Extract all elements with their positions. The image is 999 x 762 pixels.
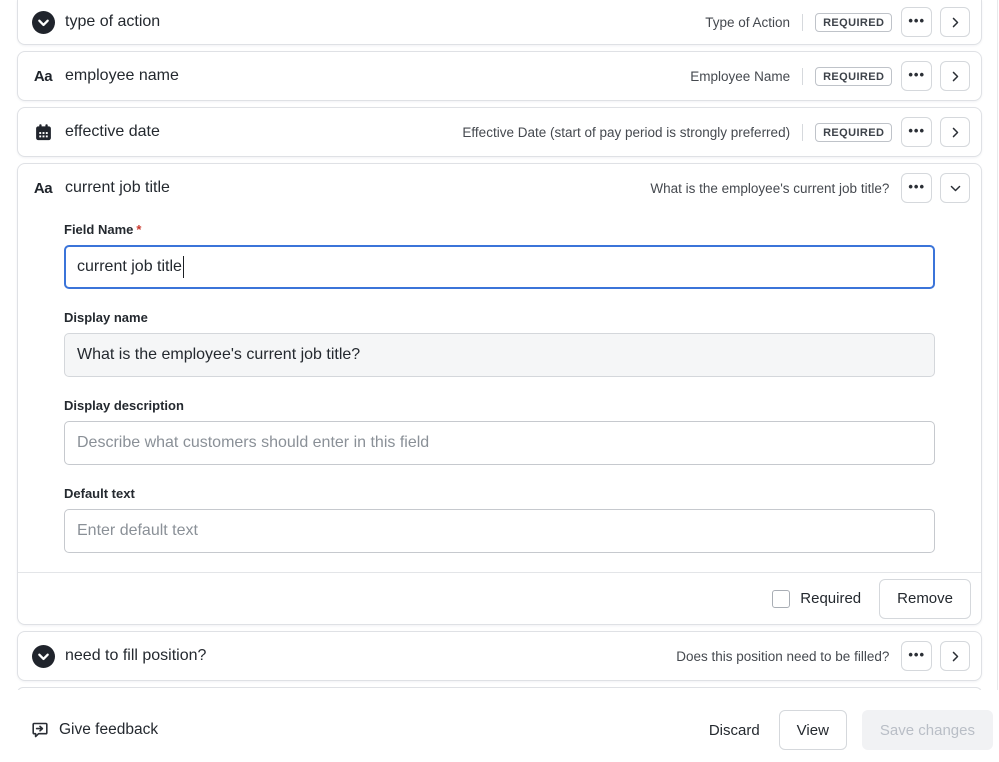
field-name-label: Field Name * <box>64 222 142 237</box>
chevron-right-icon <box>949 650 962 663</box>
chevron-right-icon <box>949 126 962 139</box>
field-card-partial <box>17 687 982 690</box>
more-options-button[interactable] <box>901 61 932 91</box>
chevron-right-icon <box>949 16 962 29</box>
text-field-icon: Aa <box>33 179 53 197</box>
dropdown-field-icon <box>30 645 56 668</box>
discard-button[interactable]: Discard <box>705 722 764 739</box>
calendar-icon <box>30 123 56 142</box>
required-checkbox[interactable] <box>772 590 790 608</box>
expand-button[interactable] <box>940 61 970 91</box>
divider <box>802 124 803 141</box>
more-options-icon: ••• <box>908 178 925 194</box>
field-card-need-to-fill-position <box>17 631 982 681</box>
expand-button[interactable] <box>940 641 970 671</box>
editor-footer <box>18 572 981 624</box>
collapse-button[interactable] <box>940 173 970 203</box>
view-button[interactable]: View <box>779 710 847 750</box>
give-feedback-button[interactable] <box>30 720 158 740</box>
more-options-icon: ••• <box>908 122 925 138</box>
field-display-name: Employee Name <box>690 68 791 84</box>
remove-button[interactable]: Remove <box>879 579 971 619</box>
field-label: effective date <box>65 123 160 140</box>
field-display-name: Type of Action <box>705 14 791 30</box>
more-options-icon: ••• <box>908 12 925 28</box>
field-card-type-of-action <box>17 0 982 45</box>
required-badge: REQUIRED <box>815 13 892 32</box>
more-options-icon: ••• <box>908 66 925 82</box>
more-options-button[interactable] <box>901 173 932 203</box>
text-cursor <box>183 256 185 278</box>
field-card-current-job-title <box>17 163 982 625</box>
field-card-effective-date <box>17 107 982 157</box>
more-options-button[interactable] <box>901 117 932 147</box>
field-label: employee name <box>65 67 179 84</box>
field-label: current job title <box>65 179 170 196</box>
field-editor <box>18 212 981 553</box>
field-display-name: Does this position need to be filled? <box>676 648 890 664</box>
field-label: type of action <box>65 13 161 30</box>
display-description-label: Display description <box>64 398 184 413</box>
display-name-label: Display name <box>64 310 148 325</box>
chevron-down-icon <box>949 182 962 195</box>
expand-button[interactable] <box>940 117 970 147</box>
display-description-input[interactable] <box>64 421 935 465</box>
give-feedback-label: Give feedback <box>59 721 159 738</box>
required-checkbox-label: Required <box>800 590 862 607</box>
dropdown-field-icon <box>30 11 56 34</box>
more-options-button[interactable] <box>901 7 932 37</box>
text-field-icon: Aa <box>33 67 53 85</box>
more-options-icon: ••• <box>908 646 925 662</box>
divider <box>802 68 803 85</box>
required-badge: REQUIRED <box>815 67 892 86</box>
expand-button[interactable] <box>940 7 970 37</box>
field-label: need to fill position? <box>65 647 207 664</box>
field-name-input[interactable]: current job title <box>64 245 935 289</box>
required-badge: REQUIRED <box>815 123 892 142</box>
required-asterisk: * <box>136 222 142 237</box>
display-name-input[interactable] <box>64 333 935 377</box>
chevron-right-icon <box>949 70 962 83</box>
more-options-button[interactable] <box>901 641 932 671</box>
field-display-name: What is the employee's current job title? <box>650 180 890 196</box>
default-text-label: Default text <box>64 486 135 501</box>
field-display-name: Effective Date (start of pay period is strongly preferred) <box>462 124 791 140</box>
action-bar <box>0 690 999 762</box>
divider <box>802 14 803 31</box>
feedback-bubble-icon <box>30 720 50 740</box>
panel-edge-divider <box>997 0 998 690</box>
field-card-employee-name <box>17 51 982 101</box>
save-changes-button[interactable]: Save changes <box>862 710 993 750</box>
default-text-input[interactable] <box>64 509 935 553</box>
